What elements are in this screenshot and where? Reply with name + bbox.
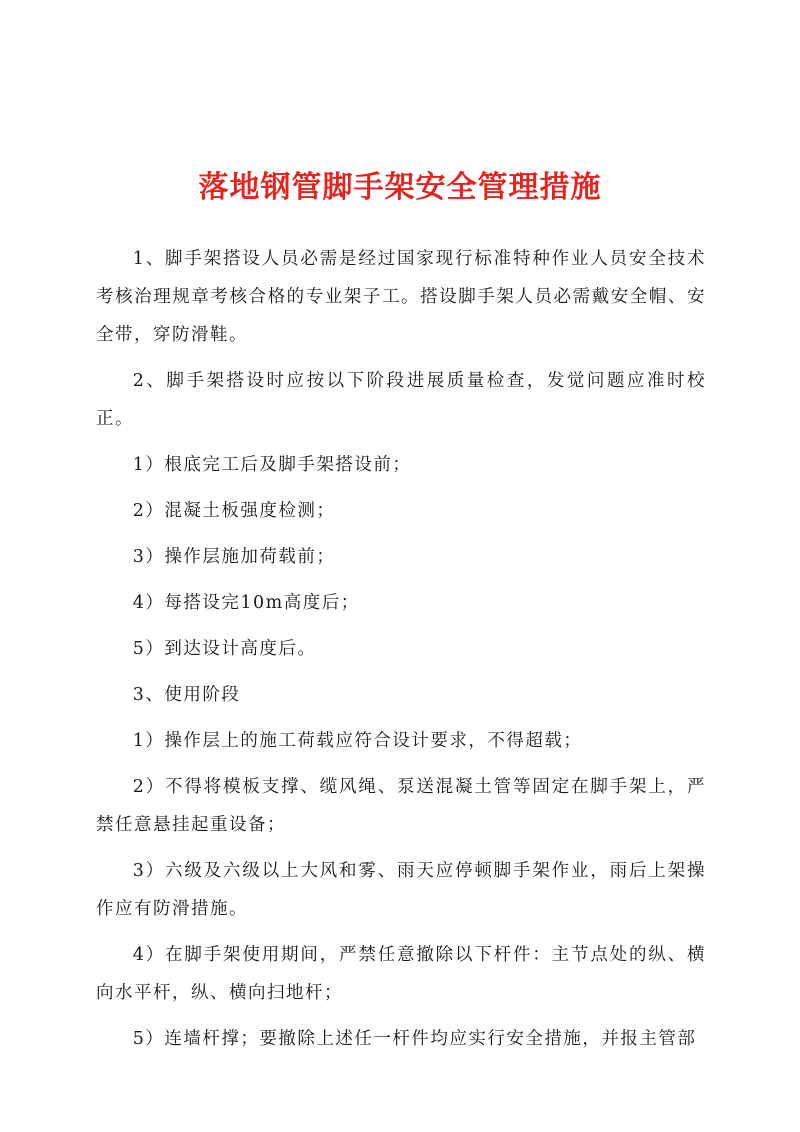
document-title: 落地钢管脚手架安全管理措施: [198, 170, 602, 205]
paragraph: 2）不得将模板支撑、缆风绳、泵送混凝土管等固定在脚手架上，严禁任意悬挂起重设备；: [96, 777, 706, 835]
paragraph: 5）到达设计高度后。: [132, 639, 317, 659]
paragraph: 2）混凝土板强度检测；: [132, 501, 336, 521]
document-body: [96, 240, 706, 1066]
paragraph: 3、使用阶段: [132, 685, 241, 705]
paragraph: 5）连墙杆撑；要撤除上述任一杆件均应实行安全措施，并报主管部: [132, 1029, 697, 1049]
paragraph: 2、脚手架搭设时应按以下阶段进展质量检查，发觉问题应准时校正。: [96, 371, 706, 429]
paragraph: 1）根底完工后及脚手架搭设前；: [132, 455, 412, 475]
paragraph: 3）六级及六级以上大风和雾、雨天应停顿脚手架作业，雨后上架操作应有防滑措施。: [96, 861, 706, 919]
paragraph: 4）每搭设完10m高度后；: [132, 593, 360, 613]
paragraph: 3）操作层施加荷载前；: [132, 547, 336, 567]
paragraph: 1）操作层上的施工荷载应符合设计要求，不得超载；: [132, 731, 583, 751]
paragraph: 1、脚手架搭设人员必需是经过国家现行标准特种作业人员安全技术考核治理规章考核合格的专业架子工。搭设脚手架人员必需戴安全帽、安全带，穿防滑鞋。: [96, 249, 706, 345]
paragraph: 4）在脚手架使用期间，严禁任意撤除以下杆件：主节点处的纵、横向水平杆，纵、横向扫地杆；: [96, 945, 706, 1003]
